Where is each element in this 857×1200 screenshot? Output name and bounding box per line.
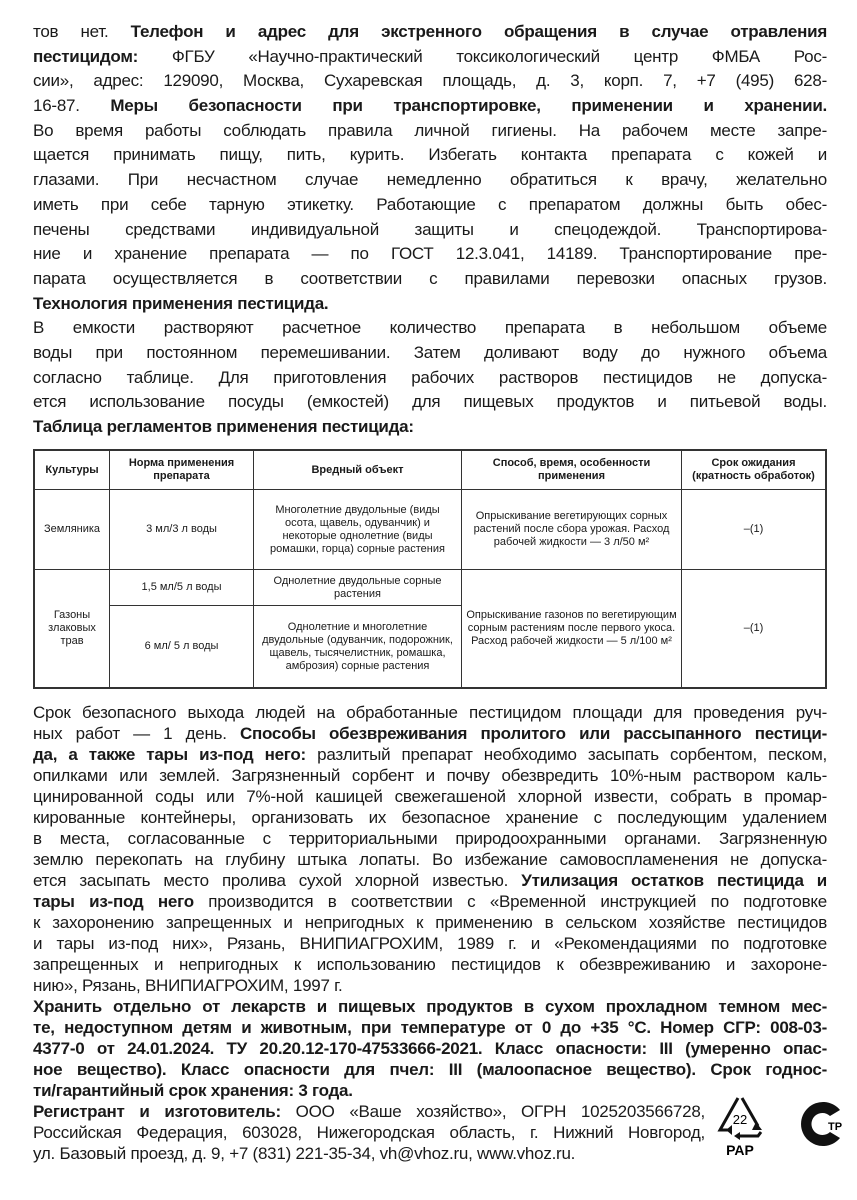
text: ется использование посуды (емкостей) для пищевых продуктов и питьевой воды. — [33, 392, 827, 412]
cell: Опрыскивание газонов по вегетирующим сорным растениям после первого укоса. Расход рабочей жидкости — 5 л/100 м² — [462, 570, 682, 689]
bold-text: Таблица регламентов применения пестицида: — [33, 417, 414, 436]
text: глазами. При несчастном случае немедленно обратиться к врачу, желательно — [33, 170, 827, 190]
text: В емкости растворяют расчетное количество препарата в небольшом объеме — [33, 318, 827, 338]
text: Во время работы соблюдать правила личной гигиены. На рабочем месте запре- — [33, 120, 827, 140]
table-header-row — [34, 450, 826, 490]
cell: –(1) — [682, 490, 827, 570]
text-line — [33, 69, 827, 94]
cell: 3 мл/3 л воды — [110, 490, 254, 570]
regulations-table — [33, 449, 827, 689]
text-line — [33, 316, 827, 341]
table-row — [34, 570, 826, 606]
text-line — [33, 94, 827, 119]
text-line — [33, 1080, 827, 1101]
text-line — [33, 45, 827, 70]
text: ул. Базовый проезд, д. 9, +7 (831) 221-35-34, vh@vhoz.ru, www.vhoz.ru. — [33, 1144, 576, 1163]
bold-text: Хранить отдельно от лекарств и пищевых продуктов в сухом прохладном темном мес- — [33, 997, 827, 1016]
bold-text: Утилизация остатков пестицида и — [521, 871, 827, 890]
text-line — [33, 744, 827, 765]
bold-text: 4377-0 от 24.01.2024. ТУ 20.20.12-170-47533666-2021. Класс опасности: III (умеренно опас- — [33, 1039, 827, 1058]
col-header: Культуры — [34, 450, 110, 490]
text-line — [33, 975, 827, 996]
manufacturer-info — [33, 1101, 705, 1164]
bottom-text — [33, 702, 827, 1101]
text-line — [33, 828, 827, 849]
text: ООО «Ваше хозяйство», ОГРН 1025203566728, — [280, 1102, 705, 1121]
cell: –(1) — [682, 570, 827, 689]
text: производится в соответствии с «Временной инструкцией по подготовке — [193, 892, 828, 911]
text: разлитый препарат необходимо засыпать сорбентом, песком, — [305, 745, 827, 764]
text-line — [33, 996, 827, 1017]
bold-text: Технология применения пестицида. — [33, 293, 329, 313]
recycle-label: PAP — [726, 1142, 754, 1158]
text-line — [33, 1017, 827, 1038]
col-header: Способ, время, особенности применения — [462, 450, 682, 490]
text: цинированной соды или 7%-ной кашицей свежегашеной хлорной извести, собрать в промар- — [33, 787, 827, 806]
col-header: Срок ожидания (кратность обработок) — [682, 450, 827, 490]
text-line — [33, 242, 827, 267]
text-line — [33, 912, 827, 933]
text-line — [33, 1059, 827, 1080]
text-line — [33, 1143, 705, 1164]
cell: Многолетние двудольные (виды осота, щавель, одуванчик) и некоторые однолетние (виды ромашки, горца) сорные растения — [254, 490, 462, 570]
text: сии», адрес: 129090, Москва, Сухаревская площадь, д. 3, корп. 7, +7 (495) 628- — [33, 71, 827, 91]
text: щается принимать пищу, пить, курить. Избегать контакта препарата с кожей и — [33, 145, 827, 165]
cert-mark: ТР — [828, 1121, 843, 1133]
text: тов нет. — [33, 22, 131, 41]
text: запрещенных и непригодных к использованию пестицидов к обезвреживанию и захороне- — [33, 955, 827, 974]
bold-text: те, недоступном детям и животным, при температуре от 0 до +35 °С. Номер СГР: 008-03- — [33, 1018, 827, 1037]
cell: Земляника — [34, 490, 110, 570]
text-line — [33, 143, 827, 168]
col-header: Вредный объект — [254, 450, 462, 490]
text-line — [33, 765, 827, 786]
bold-text: Меры безопасности при транспортировке, применении и хранении. — [110, 96, 827, 116]
text: ние и хранение препарата — по ГОСТ 12.3.041, 14189. Транспортирование пре- — [33, 244, 827, 264]
cell: Газоны злаковых трав — [34, 570, 110, 689]
text: 16-87. — [33, 96, 111, 116]
bold-text: ное вещество). Класс опасности для пчел: III (малоопасное вещество). Срок годнос- — [33, 1060, 827, 1079]
text-line — [33, 390, 827, 415]
text-line — [33, 723, 827, 744]
text-line — [33, 1038, 827, 1059]
cell: 6 мл/ 5 л воды — [110, 606, 254, 689]
cell: 1,5 мл/5 л воды — [110, 570, 254, 606]
text: печены средствами индивидуальной защиты и спецодеждой. Транспортирова- — [33, 219, 827, 239]
bold-text: Способы обезвреживания пролитого или рассыпанного пестици- — [239, 724, 827, 743]
top-text — [33, 20, 827, 440]
text-line — [33, 891, 827, 912]
text: парата осуществляется в соответствии с правилами перевозки опасных грузов. — [33, 268, 827, 288]
bold-text: Регистрант и изготовитель: — [33, 1102, 281, 1121]
cell: Однолетние и многолетние двудольные (одуванчик, подорожник, щавель, тысячелистник, ромашка, амброзия) сорные растения — [254, 606, 462, 689]
text-line — [33, 168, 827, 193]
recycle-code: 22 — [732, 1112, 748, 1127]
text-line — [33, 341, 827, 366]
bold-text: тары из-под него — [33, 892, 194, 911]
col-header: Норма применения препарата — [110, 450, 254, 490]
bold-text: пестицидом: — [33, 46, 139, 66]
text-line — [33, 193, 827, 218]
recycle-icon — [712, 1092, 852, 1162]
cell: Опрыскивание вегетирующих сорных растений после сбора урожая. Расход рабочей жидкости — 3 л/50 м² — [462, 490, 682, 570]
text: иметь при себе тарную этикетку. Работающие с препаратом должны быть обес- — [33, 194, 827, 214]
text-line — [33, 1122, 705, 1143]
text-line — [33, 1101, 705, 1122]
text-line — [33, 218, 827, 243]
table-row — [34, 490, 826, 570]
text-line — [33, 267, 827, 292]
text: согласно таблице. Для приготовления рабочих растворов пестицидов не допуска- — [33, 367, 827, 387]
text-line — [33, 366, 827, 391]
text: в места, согласованные с территориальными природоохранными органами. Загрязненную — [33, 829, 827, 848]
text: ФГБУ «Научно-практический токсикологический центр ФМБА Рос- — [138, 46, 827, 66]
text-line — [33, 119, 827, 144]
text-line — [33, 702, 827, 723]
text-line — [33, 849, 827, 870]
text: нию», Рязань, ВНИПИАГРОХИМ, 1997 г. — [33, 976, 343, 995]
text: воды при постоянном перемешивании. Затем доливают воду до нужного объема — [33, 342, 827, 362]
logos — [712, 1092, 852, 1162]
text: ных работ — 1 день. — [33, 724, 240, 743]
text: ется засыпать место пролива сухой хлорной известью. — [33, 871, 522, 890]
text: опилками или землей. Загрязненный сорбент и почву обезвредить 10%-ным раствором каль- — [33, 766, 827, 785]
text: Российская Федерация, 603028, Нижегородская область, г. Нижний Новгород, — [33, 1123, 705, 1142]
bold-text: ти/гарантийный срок хранения: 3 года. — [33, 1081, 353, 1100]
text-line — [33, 786, 827, 807]
text: Срок безопасного выхода людей на обработанные пестицидом площади для проведения руч- — [33, 703, 827, 722]
text-line — [33, 415, 827, 440]
text-line — [33, 292, 827, 317]
eac-tr-mark-icon — [801, 1102, 842, 1146]
text-line — [33, 807, 827, 828]
text: землю перекопать на глубину штыка лопаты. Во избежание самовоспламенения не допуска- — [33, 850, 827, 869]
text: и тары из-под них», Рязань, ВНИПИАГРОХИМ, 1989 г. и «Рекомендациями по подготовке — [33, 934, 827, 953]
cell: Однолетние двудольные сорные растения — [254, 570, 462, 606]
bold-text: Телефон и адрес для экстренного обращения в случае отравления — [130, 22, 828, 41]
text-line — [33, 20, 827, 45]
text-line — [33, 933, 827, 954]
text-line — [33, 870, 827, 891]
text: к захоронению запрещенных и непригодных к применению в сельском хозяйстве пестицидов — [33, 913, 827, 932]
text-line — [33, 954, 827, 975]
text: кированные контейнеры, организовать их безопасное хранение с последующим удалением — [33, 808, 827, 827]
bold-text: да, а также тары из-под него: — [33, 745, 306, 764]
